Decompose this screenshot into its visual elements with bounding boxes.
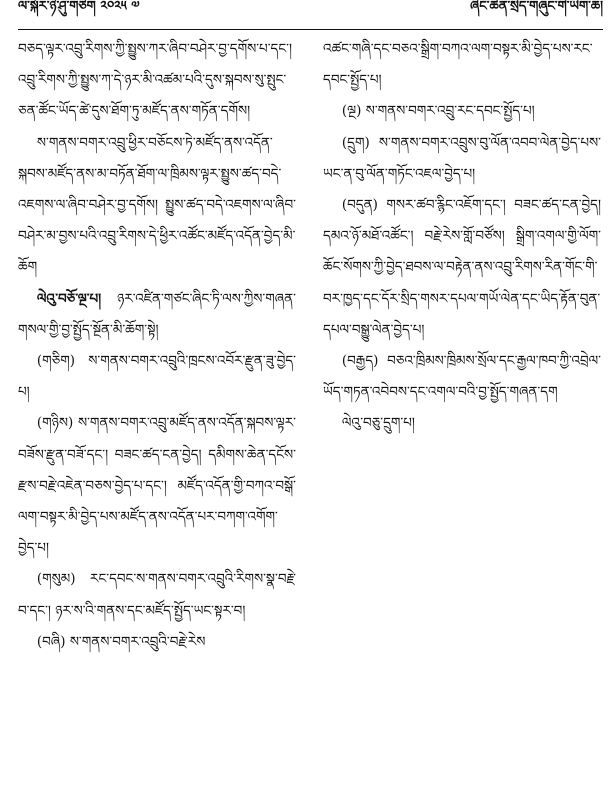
body-paragraph: ས་གནས་བགར་འབྲུ་ཕྱིར་བཅོངས་ཏེ་མཛོད་ནས་འདོན་སྐབས་མཛོད་ནས་མ་བཏོན་ཐོག་ལ་ཁྲིམས་ལྟར་སྤྱུས་ཚད་བདེ་འཇགས་ལ་ཞིབ་བཤེར་བྱ་དགོས། སྤྱུས་ཚད་བདེ་འཇགས་ལ་ཞིབ་བཤེར་མ་བྱས་པའི་འབྲུ་རིགས་དེ་ཕྱིར་འཚོང་མཛོད་འདོན་བྱེད་མི་ཆོག	[18, 134, 296, 276]
article-heading: ལེའུ་བཅོ་ལྔ་པ།	[36, 290, 102, 307]
header-issue-info: ལ་སྐོར་ཉི་ཤུ་གཅིག ༢༠༢༥ ༧	[18, 0, 140, 14]
running-header	[18, 0, 603, 28]
body-paragraph: (བདུན) གསར་ཚབ་རྙིང་འཇོག་དང་། བཟང་ཚད་ངན་བྱེད། དམའ་ཉོ་མཐོ་འཚོང་། བརྗེ་རེས་གློ་བཙོས། སྒྲིག་འགལ་གྱི་ལོག་ཆོང་སོགས་ཀྱི་བྱེད་ཐབས་ལ་བརྟེན་ནས་འབྲུ་རིགས་རིན་གོང་གི་བར་ཁྱད་དང་དོར་སྲིད་གསར་དཔལ་གཡོ་ལེན་དང་ཡིད་རྟོན་བུན་དཔལ་བསྒྱུ་ལེན་བྱེད་པ།	[323, 197, 601, 338]
body-paragraph: (གསུམ) རང་དབང་ས་གནས་བགར་འབྲུའི་རིགས་སྣ་བརྗེ་བ་དང་། ཉར་ས་འི་གནས་དང་མཛོད་སྤྱོད་ཡང་སྟར་བ།	[18, 571, 296, 619]
body-paragraph: (དྲུག) ས་གནས་བགར་འབྲུས་བུ་ལོན་འབབ་ལེན་བྱེད་པས་ཡང་ན་བུ་ལོན་གཏོང་འཇལ་བྱེད་པ།	[323, 134, 601, 182]
body-paragraph: (བརྒྱད) བཅའ་ཁྲིམས་ཁྲིམས་སྲོལ་དང་རྒྱལ་ཁབ་ཀྱི་འབྲེལ་ཡོད་གཏན་འབེབས་དང་འགལ་བའི་བྱ་སྤྱོད་གཞན་དག	[323, 353, 601, 401]
left-column	[18, 34, 296, 806]
body-paragraph: བཅད་ལྟར་འབྲུ་རིགས་ཀྱི་སྤྱུས་ཀར་ཞིབ་བཤེར་བྱ་དགོས་པ་དང་། འབྲུ་རིགས་ཀྱི་སྤྱུས་ཀ་དེ་ཉར་མི་འཚམ་པའི་དུས་སྐབས་སུ་སྤུང་ཅན་ཚོང་ཡོད་ཚེ་དུས་ཐོག་ཏུ་མཛོད་ནས་གཏོན་དགོས།	[18, 41, 292, 120]
header-publication-title: ཞིང་ཆེན་སྲིད་གཞུང་གི་ཡིག་ཆ།	[470, 0, 603, 14]
article-body-text: ཉར་འཛིན་གཙང་ཞིང་ཏི་ལས་ཀྱིས་གཞན་གསལ་གྱི་བྱ་སྤྱོད་སྔོན་མི་ཆོག་སྟེ།	[18, 290, 296, 338]
header-rule	[18, 29, 603, 30]
article-paragraph	[18, 284, 296, 346]
right-column	[323, 34, 601, 806]
body-paragraph: ལེའུ་བཅུ་དྲུག་པ།	[341, 415, 415, 432]
body-paragraph: (བཞི) ས་གནས་བགར་འབྲུའི་བརྗེ་རེས	[36, 633, 206, 650]
body-paragraph: (གཅིག) ས་གནས་བགར་འབྲུའི་ཁྲངས་འབོར་རྫུན་ཟུ་བྱེད་པ།	[18, 353, 296, 401]
body-paragraph: འཚང་གཞི་དང་བཅའ་སྒྲིག་བཀའ་ལག་བསྟར་མི་བྱེད་པས་རང་དབང་སྤྱོད་པ།	[323, 41, 593, 89]
body-paragraph: (ལྔ) ས་གནས་བགར་འབྲུ་རང་དབང་སྤྱོད་པ།	[341, 103, 535, 120]
body-paragraph: (གཉིས) ས་གནས་བགར་འབྲུ་མཛོད་ནས་འདོན་སྐབས་ལྟར་བཟོས་རྫུན་བཟོ་དང་། བཟང་ཚད་ངན་བྱེད། དམིགས་ཆེན་དངོས་རྫས་བརྗེ་འཇེན་བཅས་བྱེད་པ་དང་། མཛོད་འདོན་གྱི་བཀའ་བསྒོ་ལག་བསྟར་མི་བྱེད་པས་མཛོད་ནས་འདོན་པར་བཀག་འགོག་བྱེད་པ།	[18, 415, 296, 557]
